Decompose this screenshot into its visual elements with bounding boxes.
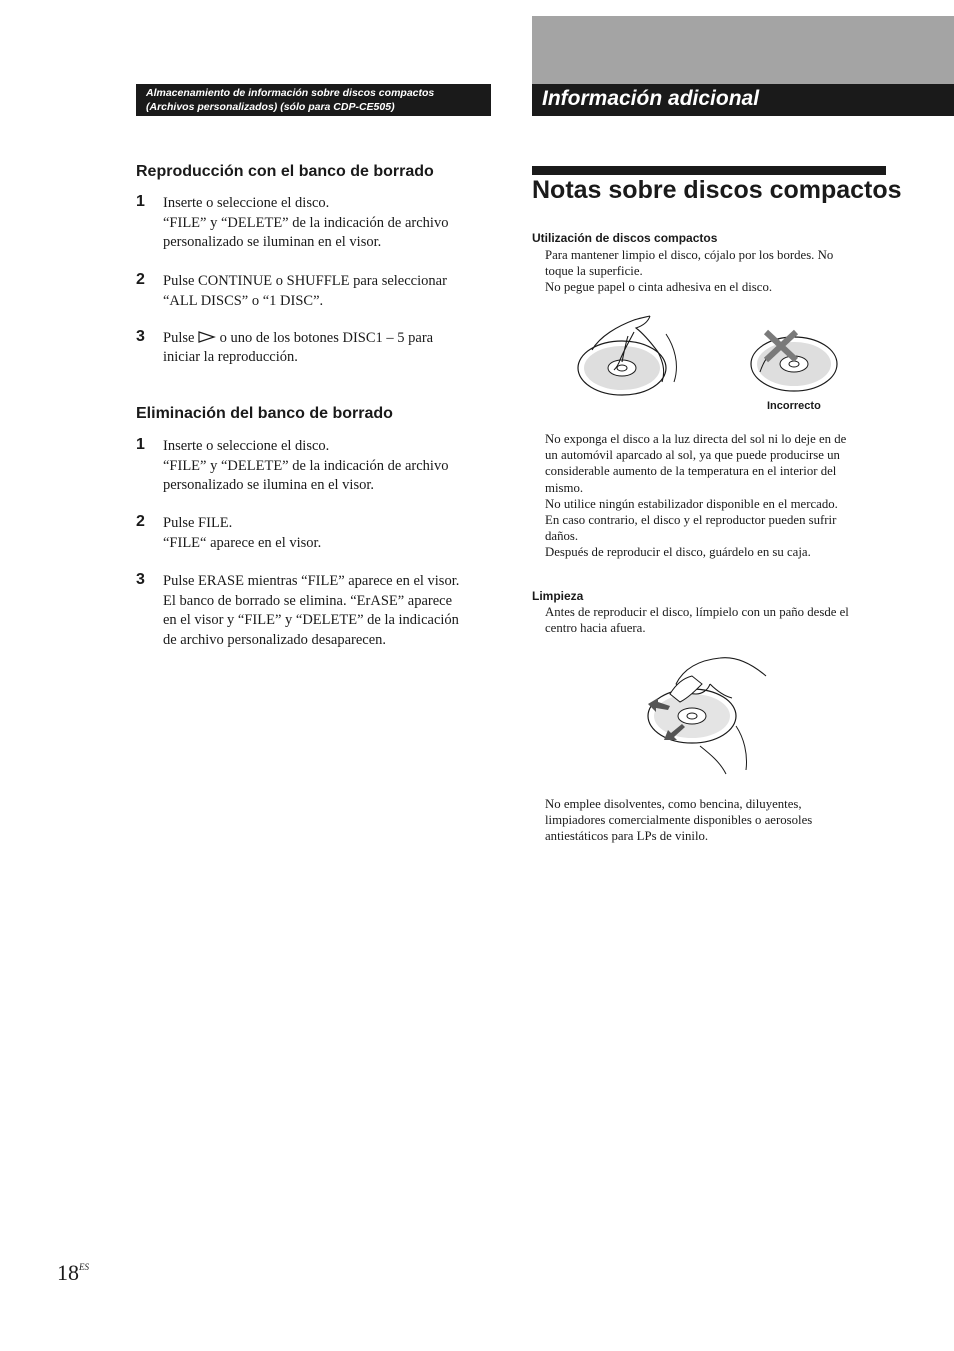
step-text: Pulse FILE. “FILE“ aparece en el visor. (163, 515, 322, 551)
cleaning-paragraph: Antes de reproducir el disco, límpielo con un paño desde el centro hacia afuera. (545, 605, 849, 636)
chapter-header-bar (136, 84, 491, 116)
section-tab-gray (532, 16, 954, 84)
disc-handling-correct-illustration (570, 312, 690, 402)
subheading-playback: Reproducción con el banco de borrado (136, 163, 434, 180)
step-number: 1 (136, 436, 145, 453)
page-number-suffix: ES (79, 1262, 89, 1272)
step-number: 2 (136, 513, 145, 530)
step-number: 2 (136, 271, 145, 288)
step-number: 3 (136, 571, 145, 588)
step-text: Pulse ERASE mientras “FILE” aparece en el visor. El banco de borrado se elimina. “ErASE” aparece en el visor y “FILE” y “DELETE” de la indicación de archivo personalizado desaparecen. (163, 573, 460, 648)
step-text: Pulse CONTINUE o SHUFFLE para seleccionar “ALL DISCS” o “1 DISC”. (163, 273, 447, 309)
step-number: 3 (136, 328, 145, 345)
chapter-header-line-2: (Archivos personalizados) (sólo para CDP-CE505) (146, 101, 395, 113)
title-rule (532, 166, 886, 175)
use-paragraph: Para mantener limpio el disco, cójalo por los bordes. No toque la superficie. No pegue papel o cinta adhesiva en el disco. (545, 248, 834, 295)
sun-paragraph: No exponga el disco a la luz directa del sol ni lo deje en de un automóvil aparcado al sol, ya que puede producirse un considerable aumento de la temperatura en el interior del mismo. No utilice ningún estabilizador disponible en el mercado. En caso contrario, el disco y el reproductor pueden sufrir daños. Después de reproducir el disco, guárdelo en su caja. (545, 432, 847, 560)
section-title: Información adicional (542, 87, 760, 110)
step-text-part: o uno de los botones DISC1 – 5 para (219, 330, 434, 346)
subheading-use: Utilización de discos compactos (532, 231, 718, 245)
incorrect-label: Incorrecto (767, 400, 821, 412)
step-text (163, 329, 493, 349)
step-text: Inserte o seleccione el disco. “FILE” y “DELETE” de la indicación de archivo personalizado se ilumina en el visor. (163, 438, 449, 494)
step-text: Inserte o seleccione el disco. “FILE” y “DELETE” de la indicación de archivo personalizado se iluminan en el visor. (163, 195, 449, 251)
subheading-erase: Eliminación del banco de borrado (136, 405, 393, 422)
disc-cleaning-illustration (640, 654, 770, 779)
subheading-cleaning: Limpieza (532, 589, 584, 603)
step-text-part: Pulse (163, 330, 195, 346)
play-icon (198, 330, 216, 342)
step-text: iniciar la reproducción. (163, 349, 298, 365)
step-number: 1 (136, 193, 145, 210)
page-number-value: 18 (57, 1260, 79, 1285)
page-title: Notas sobre discos compactos (532, 176, 902, 204)
page-number (57, 1260, 89, 1286)
disc-handling-incorrect-illustration (748, 326, 843, 396)
chapter-header-line-1: Almacenamiento de información sobre discos compactos (146, 87, 435, 99)
solvent-paragraph: No emplee disolventes, como bencina, diluyentes, limpiadores comercialmente disponibles o aerosoles antiestáticos para LPs de vinilo. (545, 797, 813, 844)
